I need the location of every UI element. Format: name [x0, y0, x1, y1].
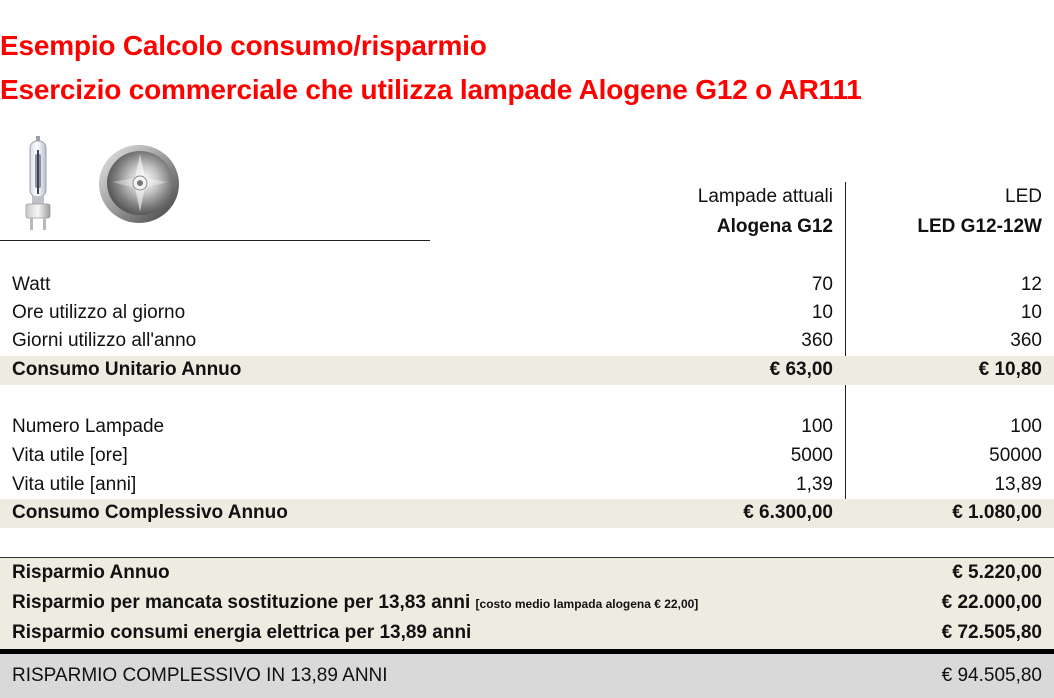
current-value: 10: [811, 302, 833, 323]
led-value: € 10,80: [978, 359, 1042, 380]
row-label: Consumo Complessivo Annuo: [12, 502, 288, 523]
row-label: Watt: [12, 274, 51, 295]
row-label: Ore utilizzo al giorno: [12, 302, 186, 323]
savings-value: € 72.505,80: [941, 622, 1042, 643]
current-value: 70: [811, 274, 833, 295]
savings-value: € 5.220,00: [952, 562, 1042, 583]
savings-row-replacement: [0, 589, 1054, 618]
row-label: Numero Lampade: [12, 416, 165, 437]
table-row-total-annual-consumption: [0, 499, 1054, 528]
row-label: Consumo Unitario Annuo: [12, 359, 242, 380]
table-row-days-per-year: [0, 327, 1054, 356]
current-value: 5000: [790, 445, 833, 466]
led-value: 50000: [989, 445, 1042, 466]
halogen-g12-lamp-image: [22, 136, 54, 234]
table-row-hours-per-day: [0, 299, 1054, 328]
current-value: 360: [801, 330, 833, 351]
table-row-lamp-count: [0, 413, 1054, 442]
table-row-watt: [0, 271, 1054, 300]
led-value: 100: [1010, 416, 1042, 437]
total-label: RISPARMIO COMPLESSIVO IN 13,89 ANNI: [12, 665, 388, 686]
page-subtitle: Esercizio commerciale che utilizza lampade Alogene G12 o AR111: [0, 74, 862, 105]
led-value: 360: [1010, 330, 1042, 351]
led-column-subheader: LED G12-12W: [917, 216, 1042, 237]
current-column-subheader: Alogena G12: [716, 216, 833, 237]
led-column-header: LED: [1005, 186, 1042, 207]
led-value: 10: [1020, 302, 1042, 323]
led-value: 12: [1020, 274, 1042, 295]
current-value: 100: [801, 416, 833, 437]
current-value: 1,39: [796, 474, 833, 495]
savings-row-energy: [0, 619, 1054, 648]
header-divider: [0, 240, 430, 241]
savings-value: € 22.000,00: [941, 592, 1042, 613]
savings-label: Risparmio Annuo: [12, 562, 170, 583]
row-label: Vita utile [anni]: [12, 474, 137, 495]
row-label: Vita utile [ore]: [12, 445, 128, 466]
current-value: € 63,00: [769, 359, 833, 380]
ar111-reflector-lamp-image: [94, 142, 180, 226]
savings-row-annual: [0, 559, 1054, 588]
table-row-unit-annual-consumption: [0, 356, 1054, 385]
led-value: 13,89: [994, 474, 1042, 495]
total-value: € 94.505,80: [941, 665, 1042, 686]
current-value: € 6.300,00: [743, 502, 833, 523]
current-column-header: Lampade attuali: [697, 186, 833, 207]
led-value: € 1.080,00: [952, 502, 1042, 523]
savings-label: Risparmio consumi energia elettrica per 13,89 anni: [12, 622, 472, 643]
table-row-life-years: [0, 471, 1054, 500]
savings-label-wrap: [12, 592, 698, 614]
total-savings-row: [0, 654, 1054, 698]
savings-note: [costo medio lampada alogena € 22,00]: [475, 597, 699, 611]
savings-label: Risparmio per mancata sostituzione per 13,83 anni: [12, 592, 471, 613]
row-label: Giorni utilizzo all'anno: [12, 330, 197, 351]
page-title: Esempio Calcolo consumo/risparmio: [0, 30, 487, 61]
table-row-life-hours: [0, 442, 1054, 471]
